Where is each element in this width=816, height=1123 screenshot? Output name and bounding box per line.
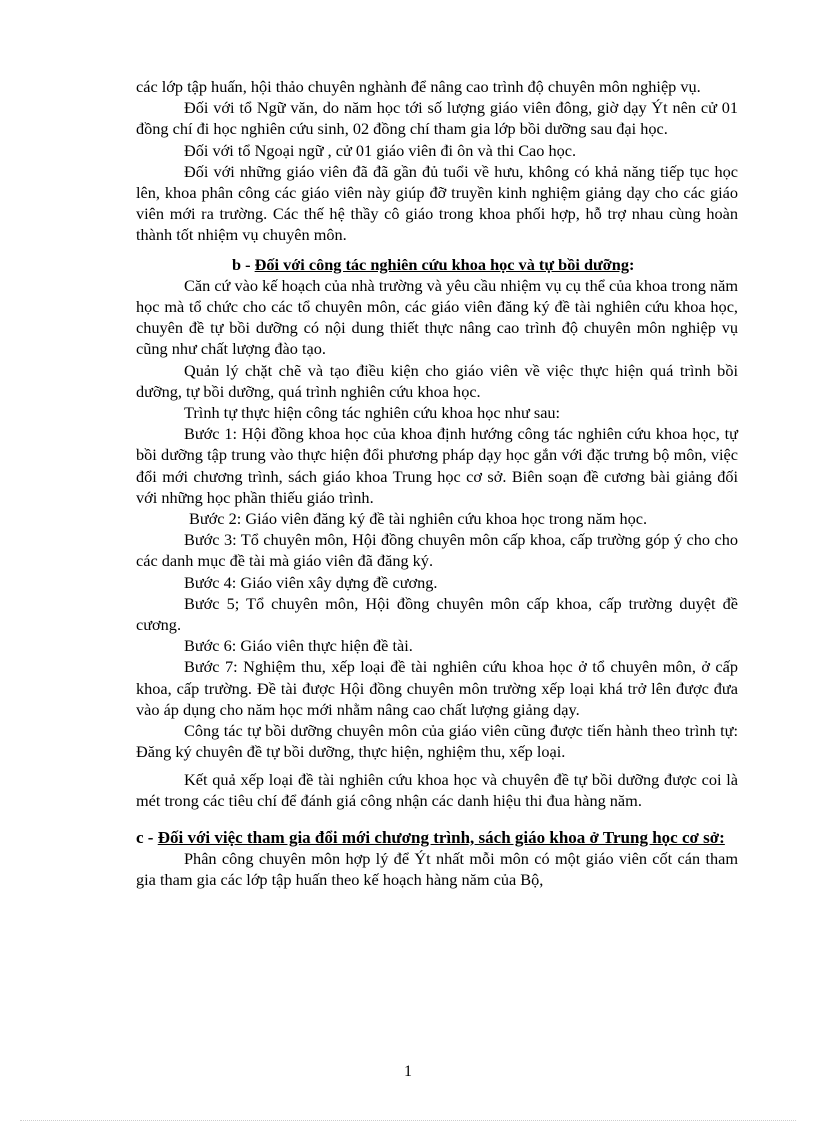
section-heading-b [136,254,738,275]
section-b-suffix: : [629,254,635,274]
section-c-prefix: c - [136,827,158,847]
paragraph-8: Công tác tự bồi dưỡng chuyên môn của giáo viên cũng được tiến hành theo trình tự: Đăng ký chuyên đề tự bồi dưỡng, thực hiện, nghiệm thu, xếp loại. [136,721,738,762]
paragraph-4: Đối với những giáo viên đã đã gần đủ tuổi về hưu, không có khả năng tiếp tục học lên, khoa phân công các giáo viên này giúp đỡ truyền kinh nghiệm giảng dạy cho các giáo viên mới ra trường. Các thế hệ thầy cô giáo trong khoa phối hợp, hỗ trợ nhau cùng hoàn thành tốt nhiệm vụ chuyên môn. [136,161,738,245]
page-bottom-edge [20,1120,796,1121]
step-7: Bước 7: Nghiệm thu, xếp loại đề tài nghiên cứu khoa học ở tổ chuyên môn, ở cấp khoa, cấp trường. Đề tài được Hội đồng chuyên môn trường xếp loại khá trở lên được đưa vào áp dụng cho năm học mới nhằm nâng cao chất lượng giảng dạy. [136,657,738,719]
paragraph-10: Phân công chuyên môn hợp lý để Ýt nhất mỗi môn có một giáo viên cốt cán tham gia tham gia các lớp tập huấn theo kế hoạch hàng năm của Bộ, [136,849,738,890]
step-4: Bước 4: Giáo viên xây dựng đề cương. [184,572,438,592]
step-5: Bước 5; Tổ chuyên môn, Hội đồng chuyên môn cấp khoa, cấp trường duyệt đề cương. [136,593,738,635]
step-3: Bước 3: Tổ chuyên môn, Hội đồng chuyên môn cấp khoa, cấp trường góp ý cho cho các danh mục đề tài mà giáo viên đã đăng ký. [136,530,738,571]
step-1: Bước 1: Hội đồng khoa học của khoa định hướng công tác nghiên cứu khoa học, tự bồi dưỡng tập trung vào thực hiện đổi phương pháp dạy học gắn với đặc trưng bộ môn, việc đổi mới chương trình, sách giáo khoa Trung học cơ sở. Biên soạn đề cương bài giảng đối với những học phần thiếu giáo trình. [136,424,738,507]
step-6: Bước 6: Giáo viên thực hiện đề tài. [184,636,413,656]
section-heading-c [136,827,738,848]
page-number: 1 [404,1063,412,1080]
paragraph-7: Trình tự thực hiện công tác nghiên cứu khoa học như sau: [184,403,561,423]
paragraph-9: Kết quả xếp loại đề tài nghiên cứu khoa học và chuyên đề tự bồi dưỡng được coi là mét trong các tiêu chí để đánh giá công nhận các danh hiệu thi đua hàng năm. [136,769,738,810]
paragraph-3: Đối với tổ Ngoại ngữ , cử 01 giáo viên đi ôn và thi Cao học. [184,140,577,160]
page-content [136,76,738,891]
paragraph-1: các lớp tập huấn, hội thảo chuyên nghành để nâng cao trình độ chuyên môn nghiệp vụ. [136,77,701,96]
section-b-title: Đối với công tác nghiên cứu khoa học và tự bồi dưỡng [254,254,629,274]
step-2: Bước 2: Giáo viên đăng ký đề tài nghiên cứu khoa học trong năm học. [189,509,648,529]
section-c-title: Đối với việc tham gia đổi mới chương trình, sách giáo khoa ở Trung học cơ sở: [157,827,725,847]
paragraph-6: Quản lý chặt chẽ và tạo điều kiện cho giáo viên về việc thực hiện quá trình bồi dưỡng, tự bồi dưỡng, quá trình nghiên cứu khoa học. [136,360,738,401]
paragraph-2: Đối với tổ Ngữ văn, do năm học tới số lượng giáo viên đông, giờ dạy Ýt nên cử 01 đồng chí đi học nghiên cứu sinh, 02 đồng chí tham gia lớp bồi dưỡng sau đại học. [136,98,738,139]
paragraph-5: Căn cứ vào kế hoạch của nhà trường và yêu cầu nhiệm vụ cụ thể của khoa trong năm học mà tổ chức cho các tổ chuyên môn, các giáo viên đăng ký đề tài nghiên cứu khoa học, chuyên đề tự bồi dưỡng có nội dung thiết thực nâng cao trình độ chuyên môn nghiệp vụ cũng như chất lượng đào tạo. [136,275,738,359]
section-b-prefix: b - [232,254,255,274]
